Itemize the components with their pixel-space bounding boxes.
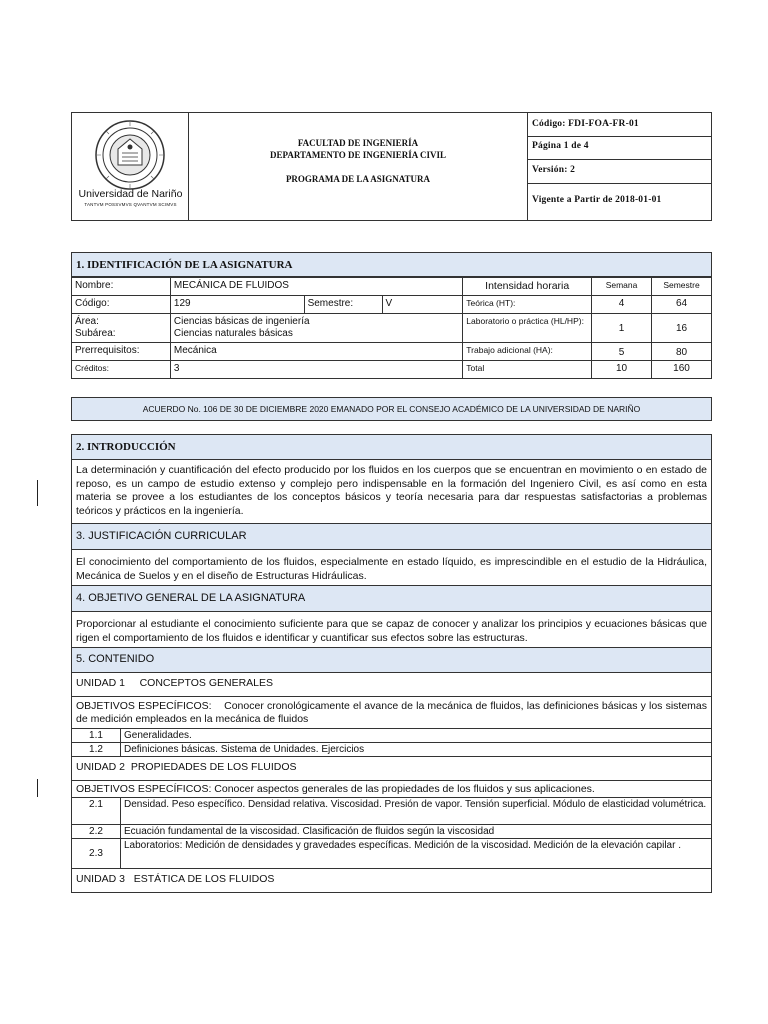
- university-motto: TANTVM POSSVMVS QVANTVM SCIMVS: [84, 202, 177, 207]
- table-row: [72, 729, 712, 743]
- codigo-label: Código:: [72, 296, 171, 314]
- table-row: [72, 798, 712, 824]
- item-text: Densidad. Peso específico. Densidad relativa. Viscosidad. Presión de vapor. Tensión superficial. Módulo de elasticidad volumétrica.: [121, 798, 712, 824]
- program-title: PROGRAMA DE LA ASIGNATURA: [285, 174, 431, 184]
- section-title-identification: 1. IDENTIFICACIÓN DE LA ASIGNATURA: [71, 252, 712, 277]
- total-semana: 10: [592, 361, 652, 379]
- trabajo-semestre: 80: [652, 343, 712, 361]
- prereq-value: Mecánica: [170, 343, 462, 361]
- unidad-1-items: [71, 729, 712, 757]
- item-number: 2.1: [72, 798, 121, 824]
- subarea-label: Subárea:: [75, 328, 116, 339]
- page-number: Página 1 de 4: [532, 141, 589, 151]
- unidad-2-objetivos: OBJETIVOS ESPECÍFICOS: Conocer aspectos generales de las propiedades de los fluidos y sus aplicaciones.: [71, 781, 712, 798]
- unidad-1-objetivos: OBJETIVOS ESPECÍFICOS: Conocer cronológicamente el avance de la mecánica de fluidos, las definiciones básicas y los sistemas de medición empleados en la mecánica de fluidos: [71, 697, 712, 729]
- document-header: [71, 112, 712, 221]
- department-name: DEPARTAMENTO DE INGENIERÍA CIVIL: [270, 150, 446, 160]
- document-version: Versión: 2: [532, 165, 576, 175]
- identification-table: [71, 277, 712, 379]
- semestre-label: Semestre:: [304, 296, 382, 314]
- item-number: 2.2: [72, 824, 121, 838]
- section-title-introduccion: 2. INTRODUCCIÓN: [71, 434, 712, 460]
- main-content: [71, 434, 712, 893]
- item-number: 1.2: [72, 743, 121, 757]
- acuerdo-banner: ACUERDO No. 106 DE 30 DE DICIEMBRE 2020 EMANADO POR EL CONSEJO ACADÉMICO DE LA UNIVERSIDAD DE NARIÑO: [71, 397, 712, 421]
- unidad-2-title: UNIDAD 2 PROPIEDADES DE LOS FLUIDOS: [71, 757, 712, 781]
- subarea-value: Ciencias naturales básicas: [173, 328, 293, 339]
- text-cursor: [37, 779, 38, 797]
- creditos-value: 3: [170, 361, 462, 379]
- item-number: 1.1: [72, 729, 121, 743]
- faculty-name: FACULTAD DE INGENIERÍA: [297, 138, 419, 148]
- document-code: Código: FDI-FOA-FR-01: [532, 119, 639, 129]
- teorica-semestre: 64: [652, 296, 712, 314]
- lab-semana: 1: [592, 314, 652, 343]
- table-row: [72, 838, 712, 868]
- introduccion-text: La determinación y cuantificación del efecto producido por los fluidos en los cuerpos que se encuentran en movimiento o en estado de reposo, es un campo de estudio extenso y complejo pero indispensable en la formación del Ingeniero Civil, es así como en esta materia se provee a los estudiantes de los conceptos básicos y teoría necesaria para dar respuestas satisfactorias a problemas teóricos y prácticos en la ingeniería.: [71, 460, 712, 524]
- section-title-contenido: 5. CONTENIDO: [71, 648, 712, 673]
- valid-from: Vigente a Partir de 2018-01-01: [532, 195, 662, 205]
- semana-header: Semana: [592, 278, 652, 296]
- lab-label: Laboratorio o práctica (HL/HP):: [463, 314, 592, 343]
- university-seal-icon: [94, 119, 166, 191]
- header-meta-cell: [528, 113, 711, 220]
- nombre-label: Nombre:: [72, 278, 171, 296]
- identification-section: [71, 252, 712, 379]
- prereq-label: Prerrequisitos:: [72, 343, 171, 361]
- nombre-value: MECÁNICA DE FLUIDOS: [170, 278, 462, 296]
- area-value: Ciencias básicas de ingeniería: [173, 316, 310, 327]
- item-text: Definiciones básicas. Sistema de Unidades. Ejercicios: [121, 743, 712, 757]
- item-text: Generalidades.: [121, 729, 712, 743]
- total-semestre: 160: [652, 361, 712, 379]
- section-title-objetivo: 4. OBJETIVO GENERAL DE LA ASIGNATURA: [71, 586, 712, 612]
- semestre-value: V: [382, 296, 463, 314]
- logo-cell: [72, 113, 189, 220]
- table-row: [72, 743, 712, 757]
- university-name: Universidad de Nariño: [78, 188, 183, 200]
- total-label: Total: [463, 361, 592, 379]
- objetivo-text: Proporcionar al estudiante el conocimiento suficiente para que se capaz de conocer y analizar los principios y ecuaciones básicas que rigen el comportamiento de los fluidos e identificar y cuantificar sus efectos sobre las estructuras.: [71, 612, 712, 648]
- unidad-2-items: [71, 798, 712, 869]
- trabajo-label: Trabajo adicional (HA):: [463, 343, 592, 361]
- section-title-justificacion: 3. JUSTIFICACIÓN CURRICULAR: [71, 524, 712, 550]
- creditos-label: Créditos:: [72, 361, 171, 379]
- text-cursor: [37, 480, 38, 506]
- item-number: 2.3: [72, 838, 121, 868]
- lab-semestre: 16: [652, 314, 712, 343]
- table-row: [72, 824, 712, 838]
- trabajo-semana: 5: [592, 343, 652, 361]
- unidad-1-title: UNIDAD 1 CONCEPTOS GENERALES: [71, 673, 712, 697]
- teorica-label: Teórica (HT):: [463, 296, 592, 314]
- justificacion-text: El conocimiento del comportamiento de los fluidos, especialmente en estado líquido, es imprescindible en el estudio de la Hidráulica, Mecánica de Suelos y en el diseño de Estructuras Hidráulicas.: [71, 550, 712, 586]
- item-text: Laboratorios: Medición de densidades y gravedades específicas. Medición de la viscosidad. Medición de la elevación capilar .: [121, 838, 712, 868]
- unidad-3-title: UNIDAD 3 ESTÁTICA DE LOS FLUIDOS: [71, 869, 712, 893]
- header-title-cell: [189, 113, 528, 220]
- intensidad-header: Intensidad horaria: [463, 278, 592, 296]
- item-text: Ecuación fundamental de la viscosidad. Clasificación de fluidos según la viscosidad: [121, 824, 712, 838]
- codigo-value: 129: [170, 296, 304, 314]
- semestre-header: Semestre: [652, 278, 712, 296]
- teorica-semana: 4: [592, 296, 652, 314]
- area-label: Área:: [75, 316, 99, 327]
